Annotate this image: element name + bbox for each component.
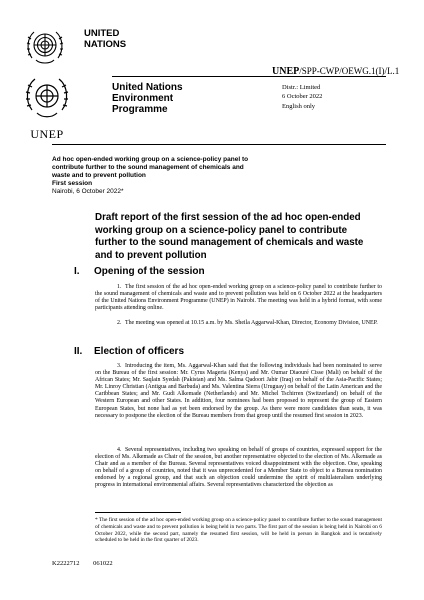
distr-label: Distr.: Limited (282, 84, 321, 91)
paragraph-3: 3. Introducing the item, Ms. Aggarwal-Khan said that the following individuals had been nominated to serve on the Bureau of the first session: Mr. Cyrus Mageria (Kenya) and Mr. Oumar Diaouré Cisse (Mali) on behalf of the African States; Mr. Saqlain Syedah (Pakistan) and Ms. Salma Qadoori Jabir (Iraq) on behalf of the Asia-Pacific States; Mr. Linroy Christian (Antigua and Barbuda) and Ms. Valentina Sierra (Uruguay) on behalf of the Latin American and the Caribbean States; and Mr. Gudi Alkemade (Netherlands) and Mr. Michel Tschirren (Switzerland) on behalf of the Western European and other States. In addition, four nominees had been proposed to represent the group of Eastern European States, but none had as yet been endorsed by the group. As there were more candidates than seats, it was necessary to postpone the election of the Bureau members from that group until the resumed first session in 2023. (95, 363, 382, 419)
meeting-title: Ad hoc open-ended working group on a science-policy panel to contribute further to the sound management of chemicals and waste and to prevent pollution (52, 156, 249, 179)
section-1-title: Opening of the session (94, 266, 205, 277)
language-note: English only (282, 103, 316, 110)
unep-logo (22, 74, 72, 141)
header-rule-bottom (52, 144, 386, 145)
document-title: Draft report of the first session of the ad hoc open-ended working group on a science-policy panel to contribute further to the sound management of chemicals and waste and to prevent pollution (95, 212, 364, 261)
un-name: UNITED NATIONS (84, 28, 127, 50)
job-number: K2222712 (52, 560, 80, 567)
section-2-number: II. (74, 346, 83, 357)
meeting-place-date: Nairobi, 6 October 2022* (52, 188, 124, 195)
footer-date-code: 061022 (93, 560, 113, 567)
page-footer (52, 560, 125, 567)
meeting-session: First session (52, 180, 93, 187)
document-symbol: UNEP/SPP-CWP/OEWG.1(I)/L.1 (272, 66, 400, 77)
unep-logo-text: UNEP (30, 127, 64, 141)
paragraph-2: 2. The meeting was opened at 10.15 a.m. by Ms. Sheila Aggarwal-Khan, Director, Economy Division, UNEP. (117, 320, 378, 326)
section-2-title: Election of officers (94, 346, 185, 357)
paragraph-4: 4. Several representatives, including two speaking on behalf of groups of countries, expressed support for the election of Ms. Alkemade as Chair of the session, but another representative objected to the election of Ms. Alkemade as Chair and as a member of the Bureau. Several representatives voiced disappointment with the objection. One, speaking on behalf of a group of countries, noted that it was unprecedented for a Member State to object to a Bureau nomination endorsed by a regional group, and that such an objection could undermine the spirit of multilateralism underlying progress in international environmental affairs. Several representatives characterized the objection as (95, 447, 382, 489)
unep-name: United Nations Environment Programme (112, 82, 183, 115)
footnote-rule (95, 512, 181, 513)
issue-date: 6 October 2022 (282, 93, 323, 100)
paragraph-1: 1. The first session of the ad hoc open-ended working group on a science-policy panel to contribute further to the sound management of chemicals and waste and to prevent pollution was held on 6 October 2022 at the headquarters of the United Nations Environment Programme (UNEP) in Nairobi. The meeting was held in a hybrid format, with some participants attending online. (95, 284, 382, 312)
un-emblem-logo (22, 28, 68, 68)
meeting-info (52, 156, 252, 196)
footnote: * The first session of the ad hoc open-ended working group on a science-policy panel to contribute further to the sound management of chemicals and waste and to prevent pollution is being held in two parts. The first part of the session is being held in Nairobi on 6 October 2022, while the second part, namely the resumed first session, will be held in person in Bangkok and is tentatively scheduled to be held in the first quarter of 2023. (95, 517, 382, 544)
unep-emblem-icon (22, 74, 72, 124)
section-1-number: I. (74, 266, 80, 277)
distribution-info (282, 83, 322, 101)
